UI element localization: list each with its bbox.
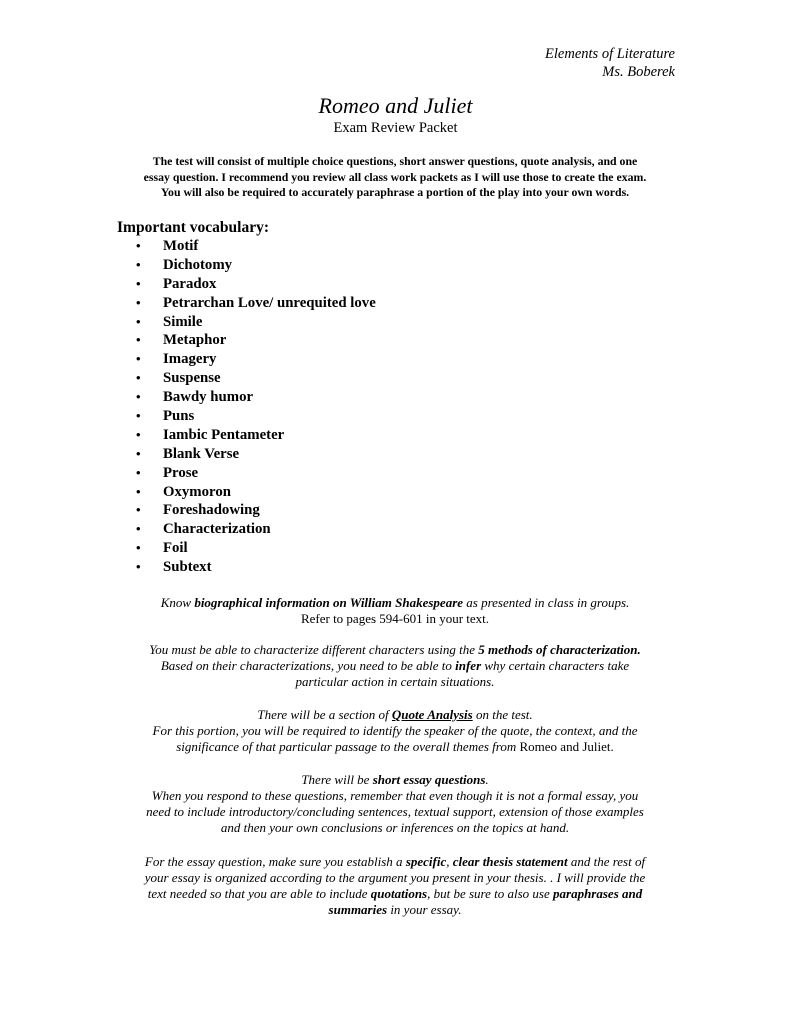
intro-line: You will also be required to accurately paraphrase a portion of the play into your own words.	[160, 185, 630, 199]
text-run: on the test.	[472, 707, 533, 722]
quote-analysis-paragraph	[100, 707, 690, 755]
teacher-name: Ms. Boberek	[602, 64, 675, 80]
vocab-term: Foreshadowing	[163, 502, 260, 519]
text-run: in your essay.	[387, 902, 462, 917]
emphasis-text: biographical information on William Shakespeare	[194, 595, 464, 610]
bullet-icon: •	[136, 559, 141, 575]
bullet-icon: •	[136, 540, 141, 556]
vocab-term: Iambic Pentameter	[163, 426, 285, 443]
text-run: and then your own conclusions or inferences on the topics at hand.	[220, 820, 570, 835]
characterization-paragraph	[100, 642, 690, 690]
bullet-icon: •	[136, 294, 141, 310]
essay-question-paragraph	[100, 854, 690, 918]
text-run: text needed so that you are able to include	[147, 886, 371, 901]
text-run: For the essay question, make sure you establish a	[144, 854, 406, 869]
vocab-item	[136, 445, 376, 464]
bullet-icon: •	[136, 445, 141, 461]
text-run: Based on their characterizations, you need to be able to	[160, 658, 456, 673]
vocab-term: Simile	[163, 313, 203, 330]
vocab-term: Motif	[163, 238, 199, 254]
emphasis-text: clear thesis statement	[452, 854, 568, 869]
bullet-icon: •	[136, 370, 141, 386]
bullet-icon: •	[136, 313, 141, 329]
vocab-item	[136, 464, 376, 483]
vocab-term: Characterization	[163, 521, 271, 538]
text-run: When you respond to these questions, remember that even though it is not a formal essay, you	[151, 788, 639, 803]
text-run: particular action in certain situations.	[295, 674, 495, 689]
vocab-term: Bawdy humor	[163, 389, 254, 406]
bullet-icon: •	[136, 521, 141, 537]
vocab-list	[136, 237, 376, 577]
emphasis-text: summaries	[328, 902, 388, 917]
vocab-term: Paradox	[163, 275, 217, 292]
vocab-item	[136, 256, 376, 275]
text-run: For this portion, you will be required to identify the speaker of the quote, the context, and the	[152, 723, 638, 738]
vocab-item	[136, 350, 376, 369]
intro-line: The test will consist of multiple choice questions, short answer questions, quote analysis, and one	[152, 154, 638, 168]
vocab-item	[136, 426, 376, 445]
vocab-item	[136, 407, 376, 426]
text-run: .	[485, 772, 489, 787]
vocab-item	[136, 501, 376, 520]
emphasis-text: short essay questions	[372, 772, 486, 787]
text-run: as presented in class in groups.	[463, 595, 630, 610]
vocab-term: Puns	[163, 408, 195, 425]
bullet-icon: •	[136, 464, 141, 480]
vocab-item	[136, 275, 376, 294]
vocab-item	[136, 558, 376, 577]
bullet-icon: •	[136, 332, 141, 348]
text-run: significance of that particular passage to the overall themes from	[176, 739, 520, 754]
text-run: and the rest of	[567, 854, 646, 869]
text-run: There will be	[301, 772, 373, 787]
emphasis-text: paraphrases and	[553, 886, 643, 901]
vocab-item	[136, 331, 376, 350]
vocab-term: Dichotomy	[163, 256, 233, 273]
text-run: You must be able to characterize different characters using the	[149, 642, 479, 657]
play-title: Romeo and Juliet.	[519, 739, 614, 754]
bullet-icon: •	[136, 238, 141, 253]
text-run: need to include introductory/concluding sentences, textual support, extension of those examples	[146, 804, 644, 819]
vocab-item	[136, 237, 376, 256]
text-run: There will be a section of	[257, 707, 392, 722]
intro-paragraph	[100, 154, 690, 201]
vocab-item	[136, 539, 376, 558]
vocab-term: Oxymoron	[163, 483, 231, 500]
emphasis-text: Quote Analysis	[391, 707, 473, 722]
bullet-icon: •	[136, 426, 141, 442]
emphasis-text: specific	[405, 854, 447, 869]
vocab-item	[136, 388, 376, 407]
text-run: ,	[446, 854, 453, 869]
vocab-term: Blank Verse	[163, 445, 240, 462]
page-title: Romeo and Juliet	[318, 93, 473, 118]
bullet-icon: •	[136, 351, 141, 367]
page-subtitle: Exam Review Packet	[333, 120, 458, 136]
pages-reference: Refer to pages 594-601 in your text.	[300, 611, 490, 626]
text-run: , but be sure to also use	[427, 886, 554, 901]
course-name: Elements of Literature	[545, 46, 675, 62]
vocab-item	[136, 483, 376, 502]
bullet-icon: •	[136, 275, 141, 291]
bullet-icon: •	[136, 502, 141, 518]
vocab-term: Foil	[163, 540, 188, 557]
emphasis-text: infer	[455, 658, 482, 673]
vocab-heading: Important vocabulary:	[117, 219, 269, 236]
emphasis-text: 5 methods of characterization.	[478, 642, 641, 657]
vocab-term: Imagery	[163, 351, 217, 368]
header	[545, 45, 675, 81]
vocab-term: Suspense	[163, 370, 221, 387]
text-run: Know	[160, 595, 195, 610]
vocab-term: Metaphor	[163, 332, 227, 349]
vocab-term: Prose	[163, 464, 199, 481]
bio-paragraph	[100, 595, 690, 627]
bullet-icon: •	[136, 389, 141, 405]
text-run: your essay is organized according to the argument you present in your thesis. . I will provide the	[144, 870, 646, 885]
bullet-icon: •	[136, 408, 141, 424]
vocab-item	[136, 313, 376, 332]
emphasis-text: quotations	[370, 886, 428, 901]
bullet-icon: •	[136, 483, 141, 499]
vocab-item	[136, 369, 376, 388]
intro-line: essay question. I recommend you review all class work packets as I will use those to create the exam.	[143, 169, 647, 184]
vocab-term: Petrarchan Love/ unrequited love	[163, 294, 376, 311]
vocab-item	[136, 520, 376, 539]
vocab-item	[136, 294, 376, 313]
vocab-term: Subtext	[163, 559, 212, 576]
bullet-icon: •	[136, 256, 141, 272]
short-essay-paragraph	[100, 772, 690, 836]
text-run: why certain characters take	[481, 658, 630, 673]
